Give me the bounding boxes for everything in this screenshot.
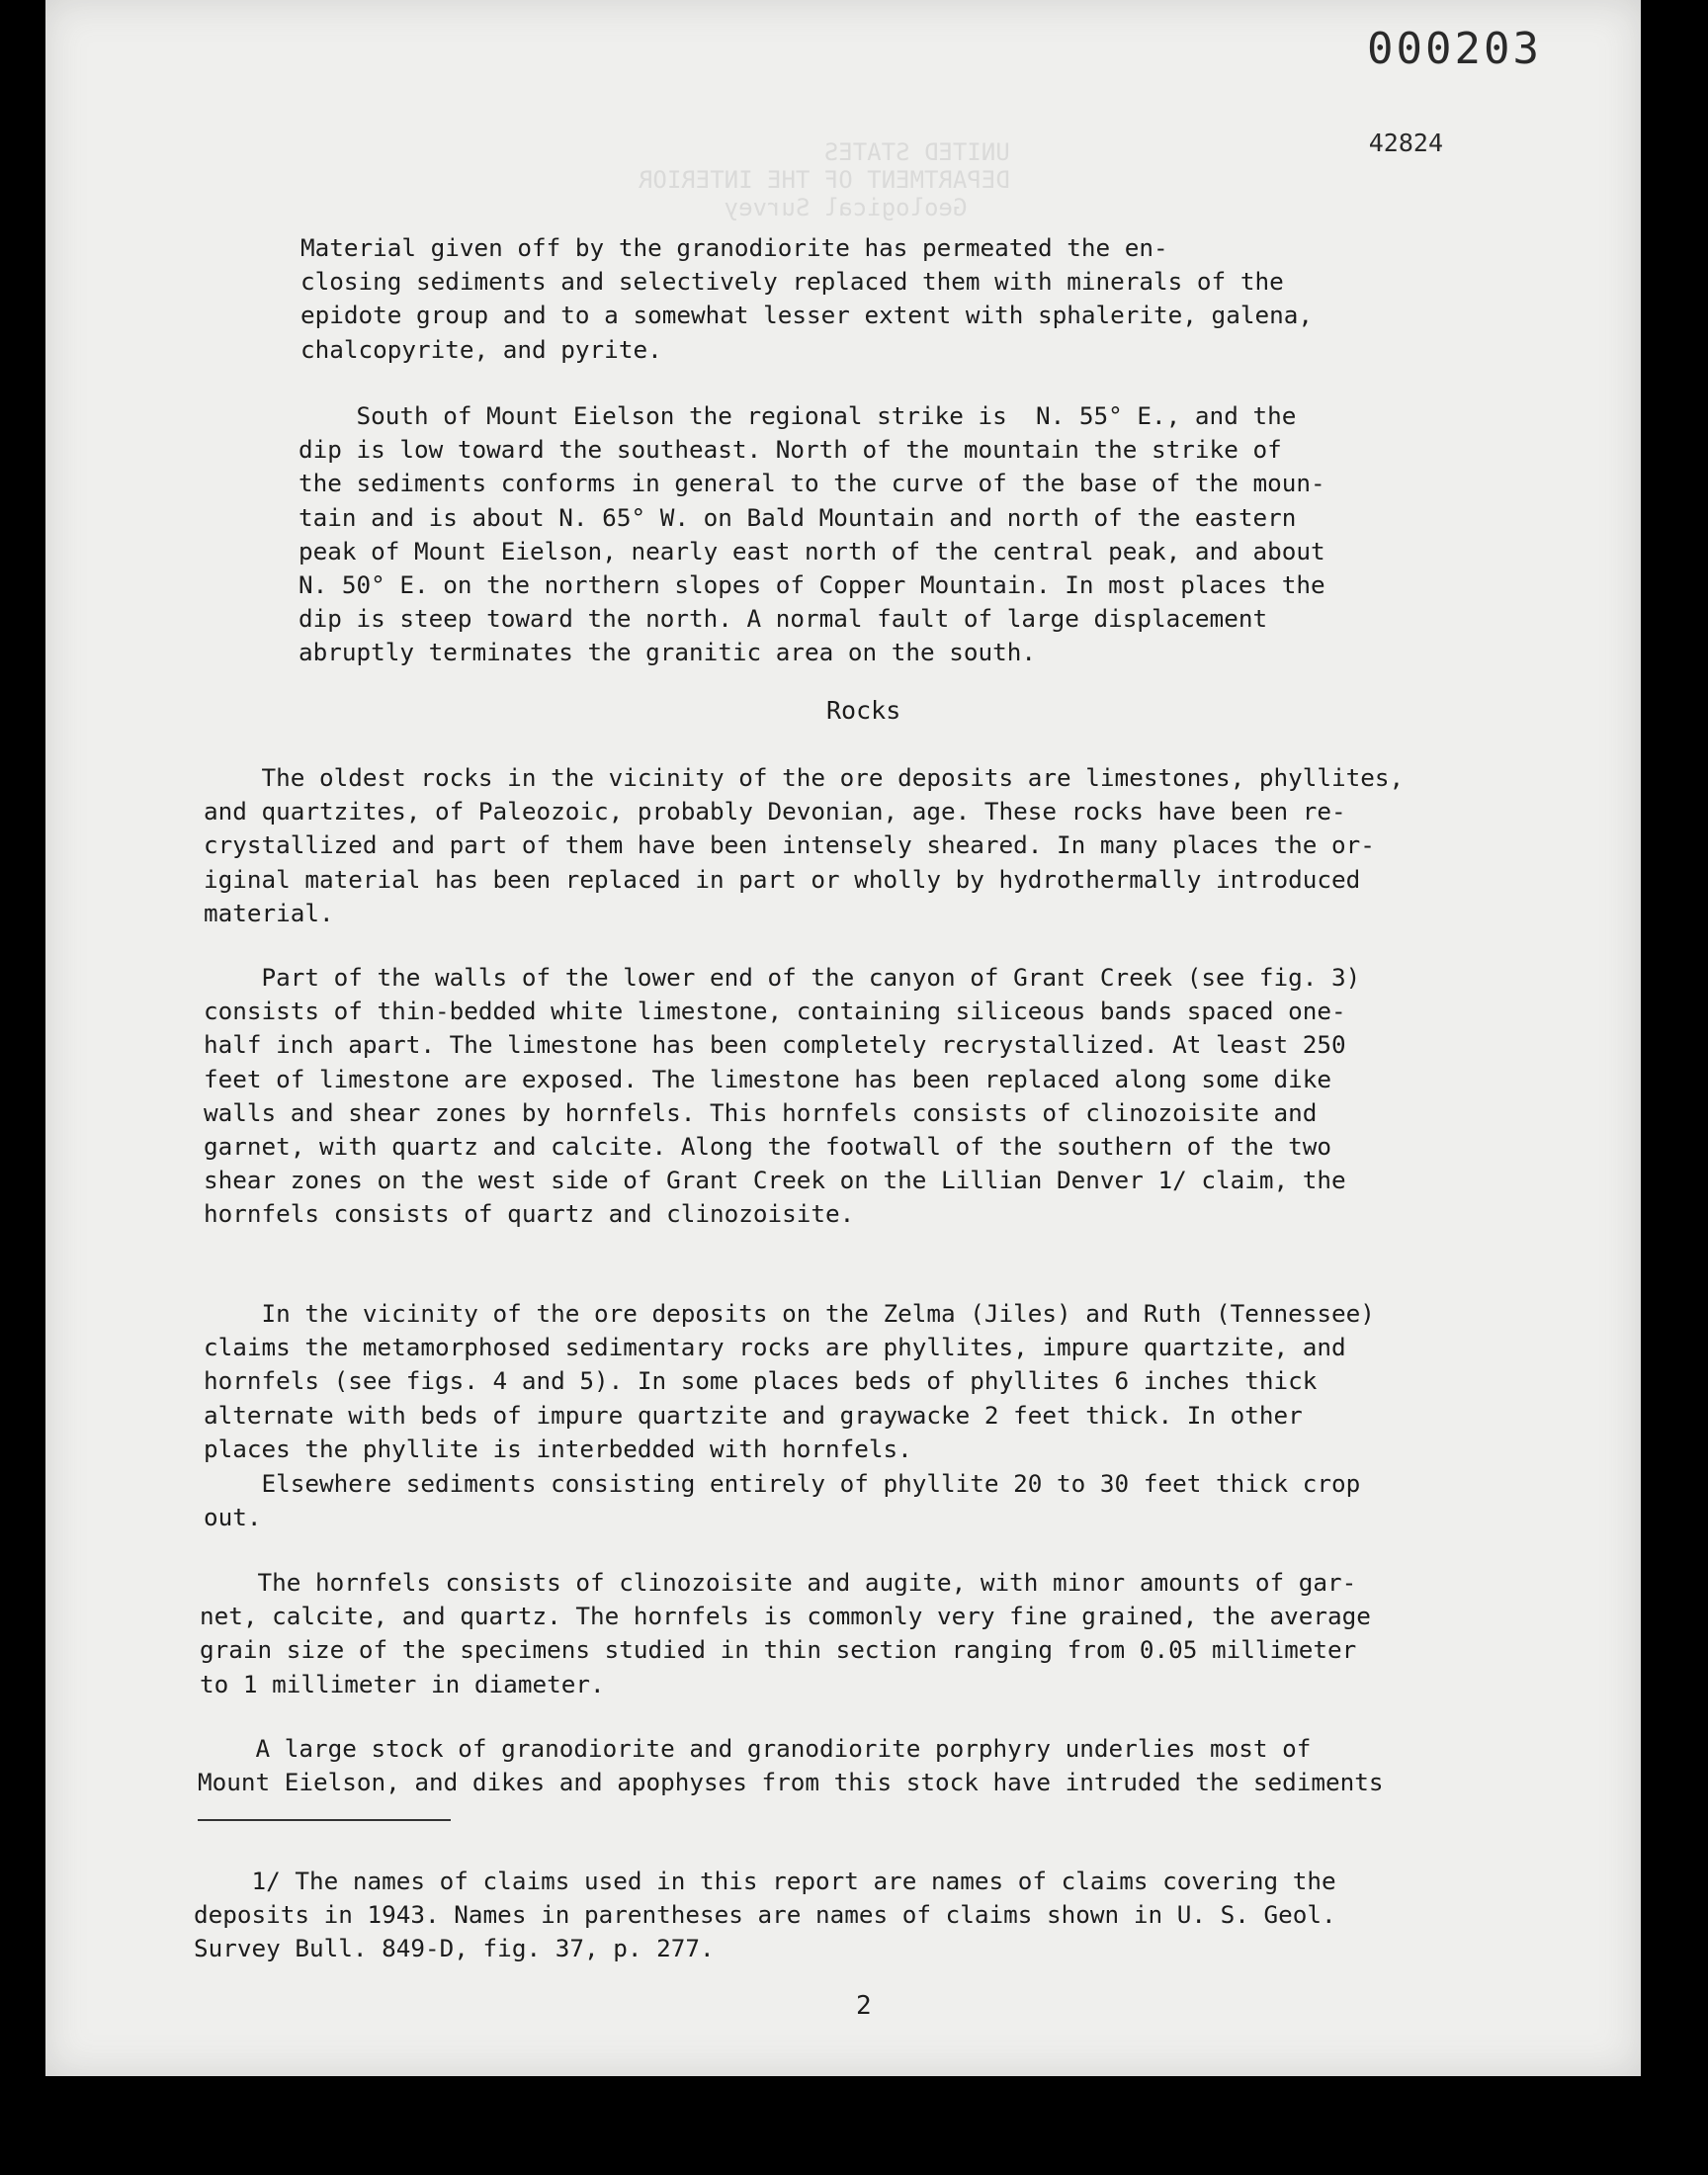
- paragraph-regional-strike: South of Mount Eielson the regional strike is N. 55° E., and the dip is low toward the southeast. North of the mountain the strike of the sediments conforms in general to the curve of the base of the moun- tain and is about N. 65° W. on Bald Mountain and north of the eastern peak of Mount Eielson, nearly east north of the central peak, and about N. 50° E. on the northern slopes of Copper Mountain. In most places the dip is steep toward the north. A normal fault of large displacement abruptly terminates the granitic area on the south.: [299, 401, 1325, 667]
- paragraph-phyllite: Elsewhere sediments consisting entirely of phyllite 20 to 30 feet thick crop out.: [204, 1469, 1361, 1532]
- page-number: 2: [856, 1991, 872, 2021]
- section-heading-rocks: Rocks: [826, 696, 901, 725]
- paragraph-hornfels: The hornfels consists of clinozoisite and augite, with minor amounts of gar- net, calcite, and quartz. The hornfels is commonly very fine grained, the average grain size of the specimens studied in thin section ranging from 0.05 millimeter to 1 millimeter in diameter.: [200, 1568, 1371, 1698]
- paragraph-granodiorite-stock: A large stock of granodiorite and granodiorite porphyry underlies most of Mount Eielson, and dikes and apophyses from this stock have intruded the sediments: [198, 1734, 1384, 1797]
- reference-number: 42824: [1368, 129, 1443, 157]
- footnote-divider: [198, 1819, 451, 1821]
- paragraph-zelma-ruth: In the vicinity of the ore deposits on the Zelma (Jiles) and Ruth (Tennessee) claims the metamorphosed sedimentary rocks are phyllites, impure quartzite, and hornfels (see figs. 4 and 5). In some places beds of phyllites 6 inches thick alternate with beds of impure quartzite and graywacke 2 feet thick. In other places the phyllite is interbedded with hornfels.: [204, 1299, 1375, 1463]
- paragraph-grant-creek: Part of the walls of the lower end of the canyon of Grant Creek (see fig. 3) consists of thin-bedded white limestone, containing siliceous bands spaced one- half inch apart. The limestone has been completely recrystallized. At least 250 feet of limestone are exposed. The limestone has been replaced along some dike walls and shear zones by hornfels. This hornfels consists of clinozoisite and garnet, with quartz and calcite. Along the footwall of the southern of the two shear zones on the west side of Grant Creek on the Lillian Denver 1/ claim, the hornfels consists of quartz and clinozoisite.: [204, 963, 1361, 1229]
- paragraph-oldest-rocks: The oldest rocks in the vicinity of the ore deposits are limestones, phyllites, and quartzites, of Paleozoic, probably Devonian, age. These rocks have been re- crystallized and part of them have been intensely sheared. In many places the or- iginal material has been replaced in part or wholly by hydrothermally introduced material.: [204, 763, 1405, 927]
- paragraph-granodiorite-material: Material given off by the granodiorite has permeated the en- closing sediments and selectively replaced them with minerals of the epidote group and to a somewhat lesser extent with sphalerite, galena, chalcopyrite, and pyrite.: [300, 233, 1313, 364]
- footnote: 1/ The names of claims used in this report are names of claims covering the deposits in 1943. Names in parentheses are names of claims shown in U. S. Geol. Survey Bull. 849-D, fig. 37, p. 277.: [194, 1867, 1336, 1963]
- document-number: 000203: [1367, 24, 1542, 74]
- bleed-through: UNITED STATES DEPARTMENT OF THE INTERIOR Geological Survey: [639, 138, 1010, 221]
- document-page: [45, 0, 1641, 2076]
